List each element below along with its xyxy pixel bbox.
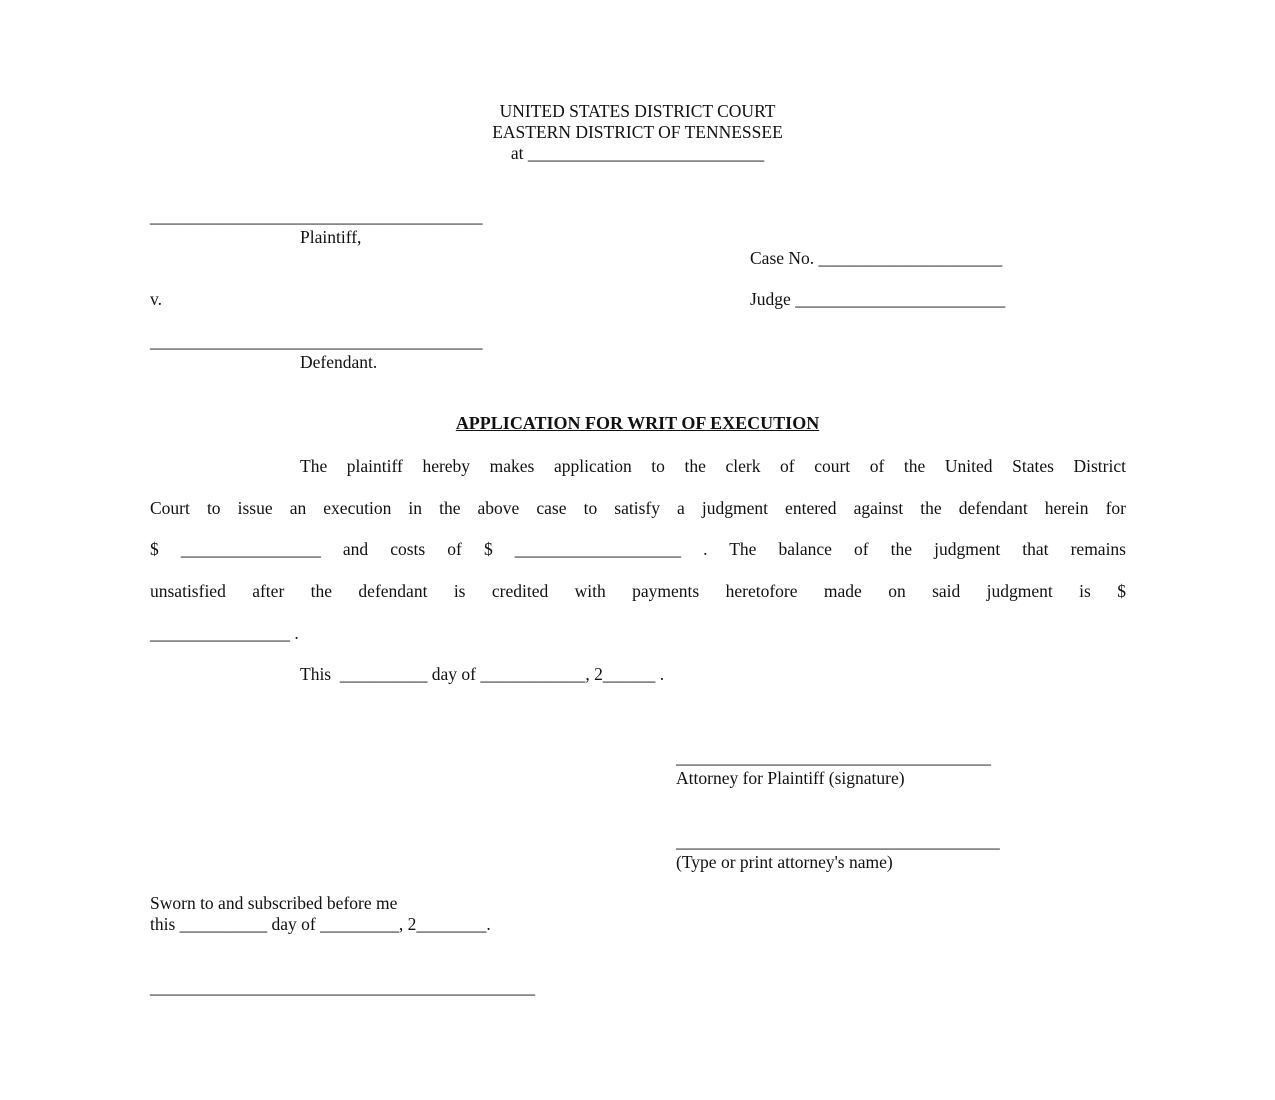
- versus-label: v.: [150, 289, 162, 309]
- application-date-field[interactable]: This __________ day of ____________, 2______ .: [300, 664, 665, 684]
- court-name: UNITED STATES DISTRICT COURT: [499, 101, 776, 121]
- attorney-signature-label: Attorney for Plaintiff (signature): [676, 768, 905, 788]
- plaintiff-label: Plaintiff,: [300, 227, 362, 247]
- attorney-name-field[interactable]: _____________________________________: [676, 831, 1000, 851]
- location-field[interactable]: at ___________________________: [510, 143, 765, 163]
- body-line-2: Court to issue an execution in the above case to satisfy a judgment entered against the defendant herein for: [150, 498, 1126, 518]
- body-line-1: The plaintiff hereby makes application to the clerk of court of the United States District: [300, 456, 1126, 476]
- body-line-3-amounts[interactable]: $ ________________ and costs of $ ___________________ . The balance of the judgment that remains: [150, 539, 1126, 559]
- body-line-4: unsatisfied after the defendant is credited with payments heretofore made on said judgment is $: [150, 581, 1126, 601]
- sworn-date-field[interactable]: this __________ day of _________, 2________.: [150, 914, 491, 934]
- defendant-label: Defendant.: [300, 352, 378, 372]
- notary-signature-field[interactable]: ____________________________________________: [150, 977, 535, 997]
- case-number-field[interactable]: Case No. _____________________: [750, 248, 1003, 268]
- attorney-name-label: (Type or print attorney's name): [676, 852, 893, 872]
- judge-field[interactable]: Judge ________________________: [750, 289, 1006, 309]
- document-title: APPLICATION FOR WRIT OF EXECUTION: [455, 413, 820, 433]
- defendant-name-field[interactable]: ______________________________________: [150, 331, 483, 351]
- attorney-signature-field[interactable]: ____________________________________: [676, 747, 991, 767]
- plaintiff-name-field[interactable]: ______________________________________: [150, 206, 483, 226]
- balance-amount-field[interactable]: ________________ .: [150, 623, 299, 643]
- sworn-statement: Sworn to and subscribed before me: [150, 893, 398, 913]
- district-name: EASTERN DISTRICT OF TENNESSEE: [492, 122, 783, 142]
